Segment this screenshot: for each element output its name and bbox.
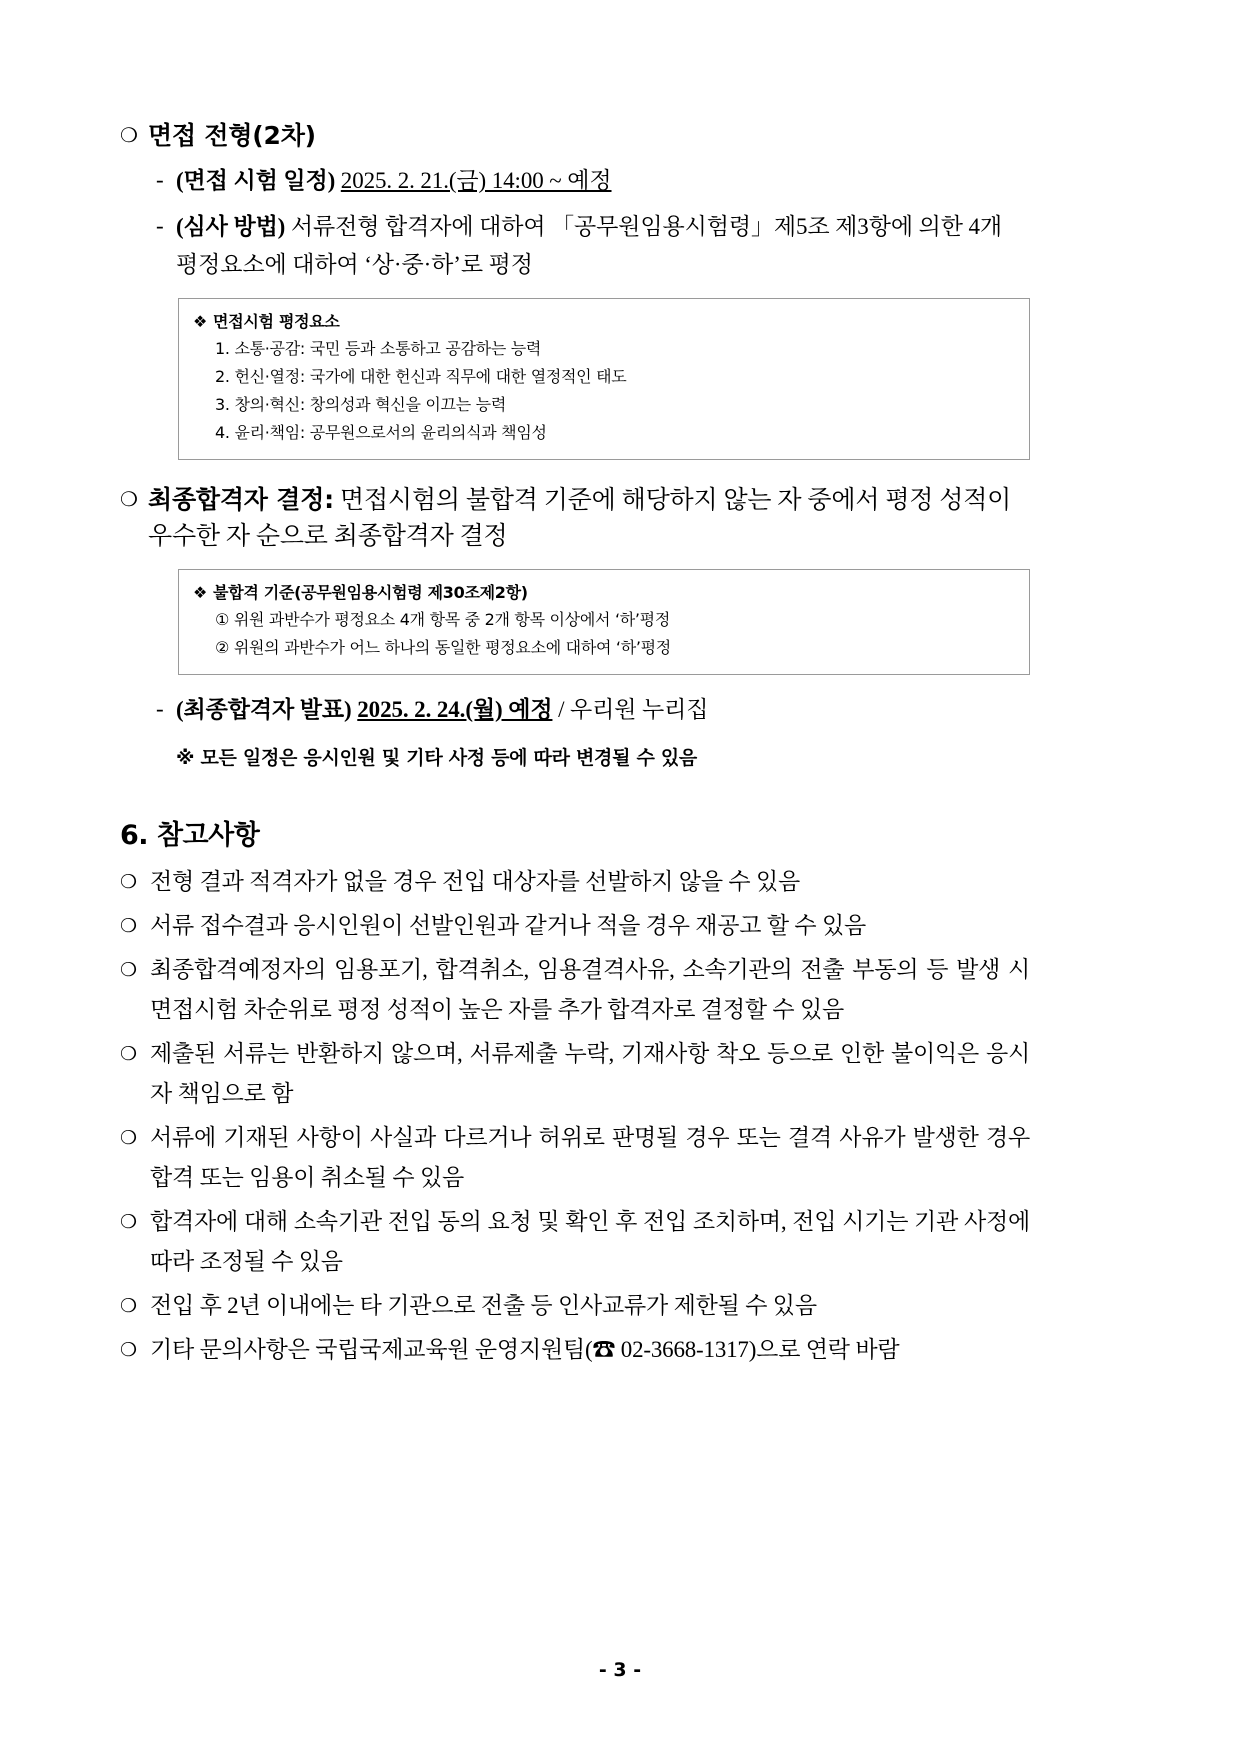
note-line: ② 위원의 과반수가 어느 하나의 동일한 평정요소에 대하여 ‘하’평정 [215,638,671,657]
list-item-text: 서류에 기재된 사항이 사실과 다르거나 허위로 판명될 경우 또는 결격 사유가 발생한 경우 합격 또는 임용이 취소될 수 있음 [150,1125,1030,1190]
circle-bullet-icon: ❍ [120,915,138,937]
note-title-evaluation-factors [193,309,1015,335]
note-box-evaluation-factors [178,298,1030,460]
list-item [120,950,1120,1030]
schedule-change-footnote: ※ 모든 일정은 응시인원 및 기타 사정 등에 따라 변경될 수 있음 [176,747,697,769]
section-heading-interview [120,118,1120,154]
section-heading-final-pass [120,482,1120,555]
final-pass-description: 면접시험의 불합격 기준에 해당하지 않는 자 중에서 평정 성적이 우수한 자 순으로 최종합격자 결정 [148,487,1012,550]
final-pass-title: 최종합격자 결정: [148,485,334,514]
section-title-interview: 면접 전형(2차) [148,121,316,150]
list-item [120,1330,1120,1370]
final-announcement-channel: / 우리원 누리집 [552,697,709,722]
list-item-text: 전입 후 2년 이내에는 타 기관으로 전출 등 인사교류가 제한될 수 있음 [150,1293,817,1318]
circle-bullet-icon: ❍ [120,1127,138,1149]
interview-method-value: 서류전형 합격자에 대하여 「공무원임용시험령」제5조 제3항에 의한 4개 평정요소에 대하여 ‘상·중·하’로 평정 [176,214,1002,277]
note-box-fail-criteria [178,569,1030,675]
interview-schedule-line [120,162,1120,200]
list-item-text: 제출된 서류는 반환하지 않으며, 서류제출 누락, 기재사항 착오 등으로 인한 불이익은 응시자 책임으로 함 [150,1041,1030,1106]
dash-mark: - [156,167,164,192]
list-item [120,862,1120,902]
list-item-text: 최종합격예정자의 임용포기, 합격취소, 임용결격사유, 소속기관의 전출 부동의 등 발생 시 면접시험 차순위로 평정 성적이 높은 자를 추가 합격자로 결정할 수 있음 [150,957,1030,1022]
interview-schedule-value: 2025. 2. 21.(금) 14:00 ~ 예정 [340,168,612,193]
final-announcement-date: 2025. 2. 24.(월) 예정 [357,697,553,722]
note-line: 3. 창의·혁신: 창의성과 혁신을 이끄는 능력 [215,395,506,414]
interview-method-label: (심사 방법) [176,214,286,239]
list-item-text: 기타 문의사항은 국립국제교육원 운영지원팀(☎ 02-3668-1317)으로 연락 바람 [150,1337,900,1362]
section-heading-reference [120,813,1120,852]
note-line: 1. 소통·공감: 국민 등과 소통하고 공감하는 능력 [215,339,542,358]
note-line: 4. 윤리·책임: 공무원으로서의 윤리의식과 책임성 [215,423,547,442]
dash-mark: - [156,696,164,721]
circle-bullet-icon: ❍ [120,123,138,147]
interview-schedule-label: (면접 시험 일정) [176,168,336,193]
list-item [120,1202,1120,1282]
interview-method-line [120,208,1120,284]
final-announcement-line [120,691,1120,729]
circle-bullet-icon: ❍ [120,871,138,893]
list-item [120,1286,1120,1326]
dash-mark: - [156,213,164,238]
section-title-reference: 참고사항 [156,820,260,851]
note-title-fail-criteria [193,580,1015,606]
note-title-text: 불합격 기준(공무원임용시험령 제30조제2항) [213,583,528,602]
list-item [120,1118,1120,1198]
list-item-text: 전형 결과 적격자가 없을 경우 전입 대상자를 선발하지 않을 수 있음 [150,869,800,894]
diamond-icon: ❖ [193,583,208,602]
circle-bullet-icon: ❍ [120,1043,138,1065]
page-number: - 3 - [598,1659,642,1681]
circle-bullet-icon: ❍ [120,487,138,511]
list-item-text: 합격자에 대해 소속기관 전입 동의 요청 및 확인 후 전입 조치하며, 전입 시기는 기관 사정에 따라 조정될 수 있음 [150,1209,1030,1274]
circle-bullet-icon: ❍ [120,1339,138,1361]
circle-bullet-icon: ❍ [120,1211,138,1233]
note-line: 2. 헌신·열정: 국가에 대한 헌신과 직무에 대한 열정적인 태도 [215,367,627,386]
diamond-icon: ❖ [193,312,208,331]
circle-bullet-icon: ❍ [120,959,138,981]
note-title-text: 면접시험 평정요소 [213,312,340,331]
list-item [120,906,1120,946]
final-announcement-label: (최종합격자 발표) [176,697,352,722]
circle-bullet-icon: ❍ [120,1295,138,1317]
section-number: 6. [120,820,149,851]
note-line: ① 위원 과반수가 평정요소 4개 항목 중 2개 항목 이상에서 ‘하’평정 [215,610,670,629]
list-item-text: 서류 접수결과 응시인원이 선발인원과 같거나 적을 경우 재공고 할 수 있음 [150,913,867,938]
list-item [120,1034,1120,1114]
